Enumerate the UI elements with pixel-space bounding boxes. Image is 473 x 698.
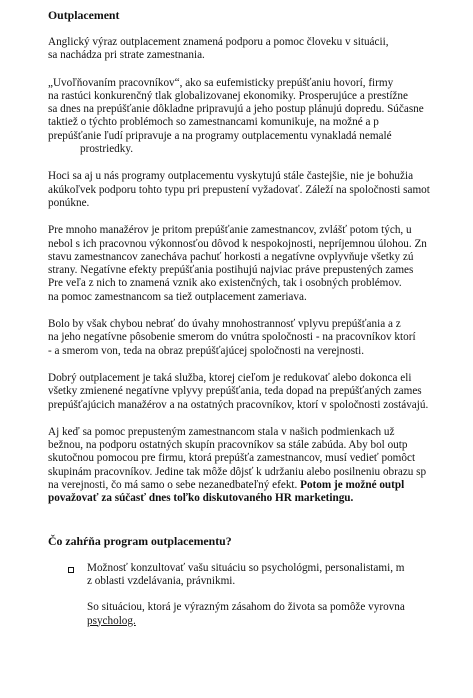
text-line: Aj keď sa pomoc prepusteným zamestnancom stala v našich podmienkach už (48, 425, 395, 438)
document-content (48, 8, 470, 628)
text-line: Anglický výraz outplacement znamená podporu a pomoc človeku v situácii, (48, 36, 389, 48)
paragraph-impact (48, 318, 470, 358)
text-line: Pre veľa z nich to znamená vznik ako existenčných, tak i osobných problémov. (48, 277, 402, 290)
text-line: prepúšťanie ľudí pripravuje a na programy outplacementu vynakladá nemalé (48, 129, 392, 142)
text-line: Bolo by však chybou nebrať do úvahy mnohostrannosť vplyvu prepúšťania a z (48, 318, 401, 331)
text-line: sa nachádza pri strate zamestnania. (48, 49, 205, 62)
text-line: Pre mnoho manažérov je pritom prepúšťanie zamestnancov, zvlášť potom tých, u (48, 224, 412, 237)
text-line: stavu zamestnancov zanecháva pachuť horkosti a negatívne ovplyvňuje všetky zú (48, 250, 414, 263)
text-line: skupinám pracovníkov. Jedine tak môže dôjsť k udržaniu alebo posilneniu obrazu sp (48, 465, 427, 478)
text-line: akúkoľvek podporu tohto typu pri prepustení vyžadovať. Záleží na spoločnosti samot (48, 183, 430, 196)
paragraph-intro (48, 36, 470, 63)
text-line: na jeho negatívne pôsobenie smerom do vnútra spoločnosti - na pracovníkov ktorí (48, 331, 416, 344)
paragraph-good-outplacement (48, 372, 470, 412)
text-line: prepúšťajúcich manažérov a na ostatných pracovníkov, ktorí v spoločnosti zostávajú. (48, 398, 429, 411)
bullet-item (48, 562, 470, 628)
text-fragment: na verejnosti, čo má samo o sebe nezanedbateľný efekt. (48, 479, 298, 492)
paragraph-release (48, 77, 470, 157)
text-line: bežnou, na podporu ostatných skupín pracovníkov sa stále zabúda. Aby bol outp (48, 439, 408, 452)
document-title: Outplacement (48, 8, 120, 22)
underlined-text-line: psycholog. (87, 614, 136, 627)
text-line: taktiež o týchto problémoch so zamestnancami komunikuje, na možné a p (48, 116, 379, 129)
text-line: Hoci sa aj u nás programy outplacementu vyskytujú stále častejšie, nie je bohužia (48, 170, 414, 183)
paragraph-managers (48, 224, 470, 304)
bold-text-line: považovať za súčasť dnes toľko diskutovaného HR marketingu. (48, 492, 354, 505)
text-line: - a smerom von, teda na obraz prepúšťajúcej spoločnosti na verejnosti. (48, 344, 365, 357)
text-line: ponúkne. (48, 196, 90, 209)
text-line: na pomoc zamestnancom sa tiež outplacement zameriava. (48, 290, 307, 303)
text-line: na rastúci konkurenčný tlak globalizovanej ekonomiky. Prosperujúce a prestížne (48, 89, 408, 102)
square-bullet-icon (68, 567, 74, 573)
section-heading: Čo zahŕňa program outplacementu? (48, 533, 232, 548)
text-line: sa dnes na prepúšťanie dôkladne pripravujú a jeho postup plánujú dopredu. Súčasne (48, 103, 424, 116)
text-line: „Uvoľňovaním pracovníkov“, ako sa eufemisticky prepúšťaniu hovorí, firmy (48, 76, 394, 89)
text-line (48, 479, 470, 492)
text-line: z oblasti vzdelávania, právnikmi. (87, 574, 236, 587)
bold-text-fragment: Potom je možné outpl (300, 479, 405, 492)
text-line: So situáciou, ktorá je výrazným zásahom do života sa pomôže vyrovna (87, 601, 405, 614)
paragraph-hr-marketing (48, 426, 470, 506)
text-line: Dobrý outplacement je taká služba, ktorej cieľom je redukovať alebo dokonca eli (48, 371, 412, 384)
text-line: všetky zmienené negatívne vplyvy prepúšťania, teda dopad na prepúšťaných zames (48, 385, 422, 398)
paragraph-local (48, 170, 470, 210)
text-line: nebol s ich pracovnou výkonnosťou dôvod k nespokojnosti, nepríjemnou úlohou. Zn (48, 237, 427, 250)
text-line: prostriedky. (80, 143, 134, 156)
text-line: skutočnou pomocou pre firmu, ktorá prepúšťa zamestnancov, musí vedieť pomôct (48, 452, 416, 465)
text-line: Možnosť konzultovať vašu situáciu so psychológmi, personalistami, m (87, 561, 405, 574)
text-line: strany. Negatívne efekty prepúšťania postihujú najviac práve prepustených zames (48, 264, 414, 277)
